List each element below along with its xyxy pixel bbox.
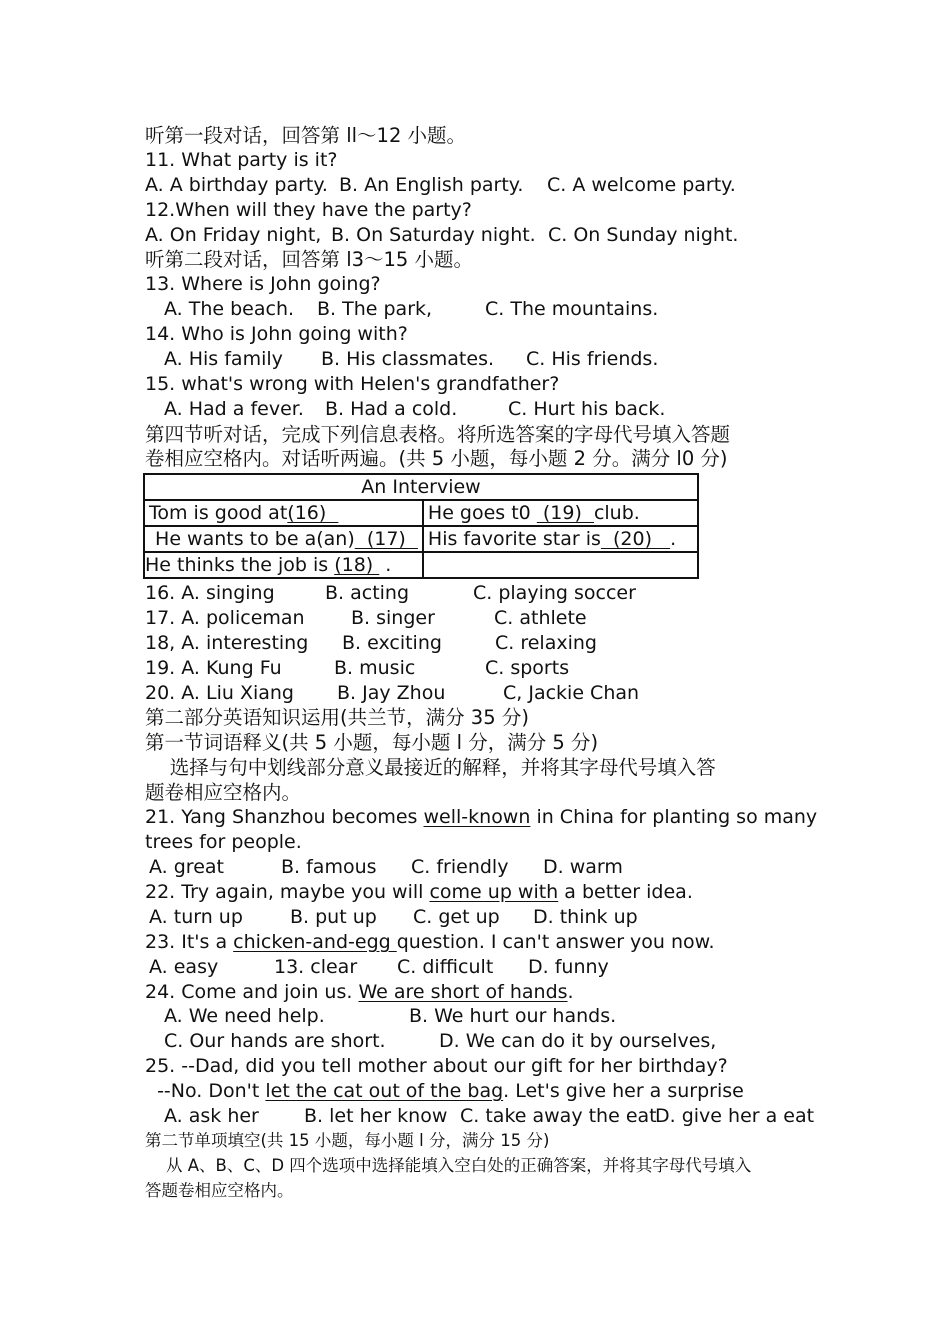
q18-option-c: C. relaxing: [495, 632, 597, 654]
q14-option-b: B. His classmates.: [321, 348, 495, 370]
q16-option-b: B. acting: [325, 582, 410, 604]
blank-19: (19): [536, 502, 594, 524]
q13-option-a: A. The beach.: [164, 298, 295, 320]
q14-option-a: A. His family: [164, 348, 283, 370]
dialog2-intro: 听第二段对话，回答第 l3～15 小题。: [145, 248, 474, 271]
q23-stem: 23. It's a chicken-and-egg question. I can't answer you now.: [145, 931, 715, 953]
q15-stem: 15. what's wrong with Helen's grandfather?: [145, 373, 560, 395]
q11-stem: 11. What party is it?: [145, 149, 338, 171]
q13-stem: 13. Where is John going?: [145, 273, 381, 295]
q18-option-a: 18, A. interesting: [145, 632, 309, 654]
table-cell-empty: [423, 552, 698, 578]
part4-instruction-line1: 第四节听对话，完成下列信息表格。将所选答案的字母代号填入答题: [145, 423, 731, 446]
q22-underlined-phrase: come up with: [429, 881, 559, 903]
table-cell-18: He thinks the job is (18) .: [144, 552, 423, 578]
q23-option-d: D. funny: [528, 956, 609, 978]
q19-option-b: B. music: [334, 657, 416, 679]
q22-option-a: A. turn up: [149, 906, 243, 928]
q14-stem: 14. Who is John going with?: [145, 323, 408, 345]
q25-stem-line2: --No. Don't let the cat out of the bag. Let's give her a surprise: [145, 1080, 744, 1102]
q25-option-c: C. take away the eat: [460, 1105, 657, 1127]
single-choice-title: 第二节单项填空(共 15 小题，每小题 l 分，满分 15 分): [145, 1131, 550, 1150]
blank-18: (18): [334, 554, 380, 576]
q24-option-c: C. Our hands are short.: [164, 1030, 386, 1052]
blank-16: (16): [287, 502, 339, 524]
single-choice-instruction-line2: 答题卷相应空格内。: [145, 1181, 294, 1200]
q16-option-c: C. playing soccer: [473, 582, 636, 604]
q24-underlined-phrase: We are short of hands: [358, 981, 568, 1003]
q25-underlined-phrase: let the cat out of the bag: [265, 1080, 504, 1102]
q21-option-b: B. famous: [281, 856, 377, 878]
q12-stem: 12.When will they have the party?: [145, 199, 472, 221]
q24-option-b: B. We hurt our hands.: [409, 1005, 617, 1027]
q15-option-b: B. Had a cold.: [325, 398, 458, 420]
q18-option-b: B. exciting: [342, 632, 442, 654]
q11-option-a: A. A birthday party.: [145, 174, 328, 196]
vocab-instruction-line1: 选择与句中划线部分意义最接近的解释，并将其字母代号填入答: [145, 756, 716, 779]
q20-option-b: B. Jay Zhou: [337, 682, 446, 704]
q21-option-a: A. great: [149, 856, 224, 878]
q19-option-c: C. sports: [485, 657, 570, 679]
q24-stem: 24. Come and join us. We are short of hands.: [145, 981, 574, 1003]
q17-option-b: B. singer: [351, 607, 435, 629]
q23-option-b: 13. clear: [274, 956, 358, 978]
q21-option-c: C. friendly: [411, 856, 509, 878]
q25-option-b: B. let her know: [304, 1105, 448, 1127]
q21-stem-line2: trees for people.: [145, 831, 302, 853]
dialog1-intro: 听第一段对话，回答第 ll～12 小题。: [145, 124, 467, 147]
q23-option-a: A. easy: [149, 956, 219, 978]
vocab-section-title: 第一节词语释义(共 5 小题，每小题 l 分，满分 5 分): [145, 731, 599, 754]
q22-stem: 22. Try again, maybe you will come up with a better idea.: [145, 881, 693, 903]
part2-title: 第二部分英语知识运用(共兰节，满分 35 分): [145, 706, 529, 729]
interview-table-title: An Interview: [144, 474, 698, 500]
q21-stem: 21. Yang Shanzhou becomes well-known in China for planting so many: [145, 806, 818, 828]
q21-underlined-phrase: well-known: [423, 806, 531, 828]
interview-table: [143, 473, 699, 579]
q22-option-c: C. get up: [413, 906, 500, 928]
q15-option-a: A. Had a fever.: [164, 398, 304, 420]
q21-option-d: D. warm: [543, 856, 623, 878]
q23-option-c: C. difficult: [397, 956, 494, 978]
q11-option-b: B. An English party.: [339, 174, 524, 196]
blank-17: (17): [354, 528, 418, 550]
q20-option-a: 20. A. Liu Xiang: [145, 682, 294, 704]
table-cell-17: He wants to be a(an) (17): [144, 526, 423, 552]
table-cell-19: He goes t0 (19) club.: [423, 500, 698, 526]
table-cell-16: Tom is good at(16): [144, 500, 423, 526]
q15-option-c: C. Hurt his back.: [508, 398, 666, 420]
table-cell-20: His favorite star is (20) .: [423, 526, 698, 552]
q25-stem-line1: 25. --Dad, did you tell mother about our gift for her birthday?: [145, 1055, 728, 1077]
q12-option-a: A. On Friday night,: [145, 224, 322, 246]
single-choice-instruction-line1: 从 A、B、C、D 四个选项中选择能填入空白处的正确答案，并将其字母代号填入: [145, 1156, 752, 1175]
q12-option-b: B. On Saturday night.: [331, 224, 536, 246]
q13-option-b: B. The park,: [317, 298, 433, 320]
q16-option-a: 16. A. singing: [145, 582, 275, 604]
q23-underlined-phrase: chicken-and-egg: [233, 931, 397, 953]
q25-option-a: A. ask her: [164, 1105, 259, 1127]
q22-option-b: B. put up: [290, 906, 377, 928]
q24-option-d: D. We can do it by ourselves,: [439, 1030, 717, 1052]
q17-option-c: C. athlete: [494, 607, 587, 629]
q24-option-a: A. We need help.: [164, 1005, 325, 1027]
q14-option-c: C. His friends.: [526, 348, 659, 370]
q19-option-a: 19. A. Kung Fu: [145, 657, 282, 679]
q11-option-c: C. A welcome party.: [547, 174, 736, 196]
q22-option-d: D. think up: [533, 906, 638, 928]
q20-option-c: C, Jackie Chan: [503, 682, 640, 704]
part4-instruction-line2: 卷相应空格内。对话听两遍。(共 5 小题，每小题 2 分。满分 l0 分): [145, 447, 728, 470]
q25-option-d: D. give her a eat: [655, 1105, 815, 1127]
blank-20: (20): [600, 528, 671, 550]
q13-option-c: C. The mountains.: [485, 298, 659, 320]
q12-option-c: C. On Sunday night.: [548, 224, 739, 246]
q17-option-a: 17. A. policeman: [145, 607, 305, 629]
vocab-instruction-line2: 题卷相应空格内。: [145, 781, 302, 804]
